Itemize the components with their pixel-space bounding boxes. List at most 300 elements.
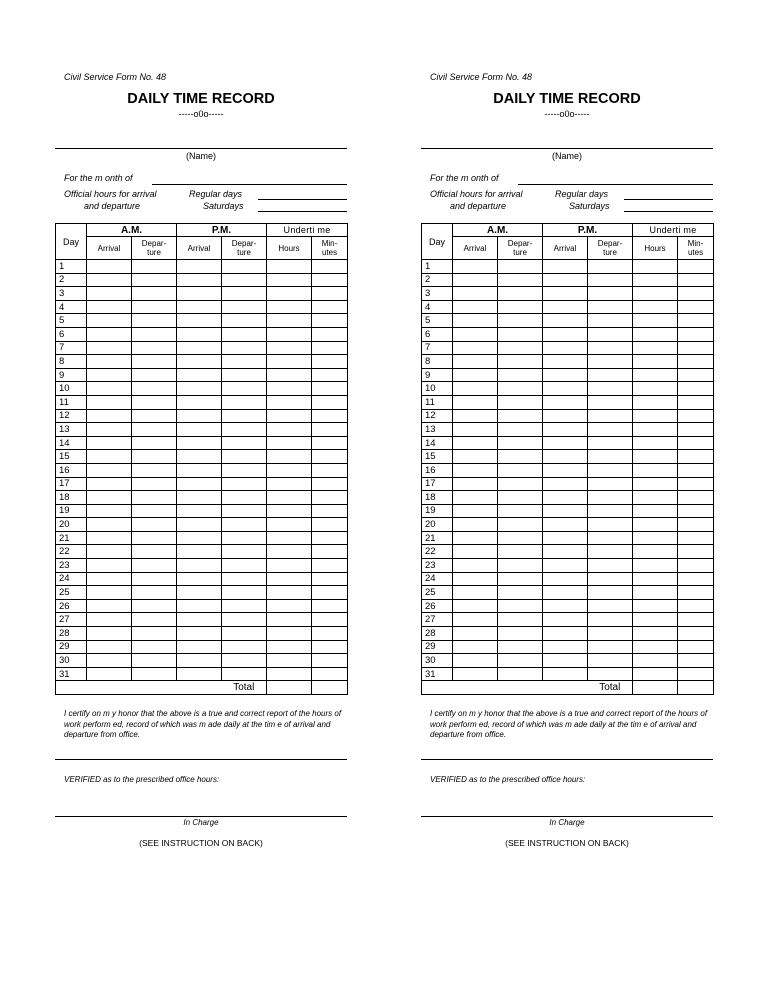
in-charge-signature-line[interactable] [421, 816, 713, 817]
undertime-hours-cell[interactable] [633, 545, 678, 559]
am-departure-cell[interactable] [132, 586, 177, 600]
am-arrival-cell[interactable] [87, 368, 132, 382]
pm-arrival-cell[interactable] [177, 667, 222, 681]
am-departure-cell[interactable] [498, 545, 543, 559]
undertime-hours-cell[interactable] [267, 667, 312, 681]
total-minutes-cell[interactable] [312, 681, 348, 695]
am-departure-cell[interactable] [498, 327, 543, 341]
pm-departure-cell[interactable] [222, 599, 267, 613]
undertime-hours-cell[interactable] [633, 654, 678, 668]
am-arrival-cell[interactable] [453, 654, 498, 668]
undertime-hours-cell[interactable] [267, 287, 312, 301]
am-departure-cell[interactable] [498, 491, 543, 505]
undertime-minutes-cell[interactable] [312, 545, 348, 559]
undertime-hours-cell[interactable] [633, 572, 678, 586]
pm-departure-cell[interactable] [222, 572, 267, 586]
undertime-minutes-cell[interactable] [678, 382, 714, 396]
pm-departure-cell[interactable] [222, 423, 267, 437]
undertime-minutes-cell[interactable] [312, 436, 348, 450]
pm-arrival-cell[interactable] [177, 436, 222, 450]
undertime-hours-cell[interactable] [633, 341, 678, 355]
employee-signature-line[interactable] [55, 759, 347, 760]
am-departure-cell[interactable] [498, 504, 543, 518]
pm-arrival-cell[interactable] [543, 287, 588, 301]
am-departure-cell[interactable] [498, 640, 543, 654]
undertime-hours-cell[interactable] [633, 300, 678, 314]
pm-departure-cell[interactable] [588, 586, 633, 600]
undertime-minutes-cell[interactable] [678, 667, 714, 681]
undertime-minutes-cell[interactable] [678, 599, 714, 613]
am-arrival-cell[interactable] [87, 463, 132, 477]
undertime-minutes-cell[interactable] [312, 599, 348, 613]
pm-arrival-cell[interactable] [543, 477, 588, 491]
undertime-minutes-cell[interactable] [312, 300, 348, 314]
undertime-hours-cell[interactable] [633, 504, 678, 518]
am-arrival-cell[interactable] [87, 260, 132, 274]
pm-departure-cell[interactable] [222, 450, 267, 464]
am-departure-cell[interactable] [132, 627, 177, 641]
am-departure-cell[interactable] [132, 654, 177, 668]
am-departure-cell[interactable] [132, 260, 177, 274]
pm-arrival-cell[interactable] [177, 545, 222, 559]
am-arrival-cell[interactable] [453, 599, 498, 613]
am-departure-cell[interactable] [132, 572, 177, 586]
pm-departure-cell[interactable] [588, 504, 633, 518]
am-departure-cell[interactable] [132, 531, 177, 545]
pm-arrival-cell[interactable] [177, 559, 222, 573]
month-field[interactable] [518, 184, 713, 185]
undertime-hours-cell[interactable] [633, 273, 678, 287]
pm-departure-cell[interactable] [588, 599, 633, 613]
am-departure-cell[interactable] [132, 640, 177, 654]
pm-departure-cell[interactable] [588, 667, 633, 681]
pm-departure-cell[interactable] [588, 368, 633, 382]
pm-arrival-cell[interactable] [543, 572, 588, 586]
pm-departure-cell[interactable] [588, 273, 633, 287]
undertime-hours-cell[interactable] [633, 559, 678, 573]
undertime-hours-cell[interactable] [267, 518, 312, 532]
am-departure-cell[interactable] [498, 409, 543, 423]
undertime-minutes-cell[interactable] [312, 518, 348, 532]
pm-arrival-cell[interactable] [177, 463, 222, 477]
undertime-hours-cell[interactable] [633, 368, 678, 382]
undertime-hours-cell[interactable] [267, 368, 312, 382]
am-departure-cell[interactable] [132, 395, 177, 409]
regular-days-field[interactable] [624, 199, 713, 200]
am-departure-cell[interactable] [132, 518, 177, 532]
undertime-hours-cell[interactable] [267, 260, 312, 274]
pm-arrival-cell[interactable] [177, 287, 222, 301]
undertime-hours-cell[interactable] [267, 572, 312, 586]
am-arrival-cell[interactable] [453, 273, 498, 287]
am-departure-cell[interactable] [132, 327, 177, 341]
pm-arrival-cell[interactable] [177, 491, 222, 505]
am-departure-cell[interactable] [498, 436, 543, 450]
pm-arrival-cell[interactable] [177, 586, 222, 600]
pm-arrival-cell[interactable] [177, 640, 222, 654]
undertime-minutes-cell[interactable] [312, 355, 348, 369]
pm-arrival-cell[interactable] [543, 300, 588, 314]
pm-arrival-cell[interactable] [543, 559, 588, 573]
pm-arrival-cell[interactable] [543, 518, 588, 532]
am-arrival-cell[interactable] [453, 627, 498, 641]
am-departure-cell[interactable] [132, 300, 177, 314]
undertime-minutes-cell[interactable] [678, 504, 714, 518]
undertime-minutes-cell[interactable] [678, 327, 714, 341]
pm-arrival-cell[interactable] [543, 273, 588, 287]
pm-arrival-cell[interactable] [177, 477, 222, 491]
am-departure-cell[interactable] [498, 477, 543, 491]
am-arrival-cell[interactable] [87, 654, 132, 668]
am-departure-cell[interactable] [132, 491, 177, 505]
pm-departure-cell[interactable] [588, 491, 633, 505]
undertime-minutes-cell[interactable] [678, 300, 714, 314]
am-arrival-cell[interactable] [87, 531, 132, 545]
undertime-hours-cell[interactable] [633, 355, 678, 369]
pm-arrival-cell[interactable] [543, 423, 588, 437]
undertime-hours-cell[interactable] [267, 382, 312, 396]
pm-arrival-cell[interactable] [543, 667, 588, 681]
am-departure-cell[interactable] [498, 423, 543, 437]
pm-arrival-cell[interactable] [543, 409, 588, 423]
am-arrival-cell[interactable] [453, 341, 498, 355]
am-departure-cell[interactable] [498, 627, 543, 641]
am-arrival-cell[interactable] [87, 545, 132, 559]
undertime-hours-cell[interactable] [267, 545, 312, 559]
pm-arrival-cell[interactable] [177, 355, 222, 369]
pm-arrival-cell[interactable] [177, 613, 222, 627]
am-arrival-cell[interactable] [453, 572, 498, 586]
undertime-hours-cell[interactable] [633, 327, 678, 341]
undertime-hours-cell[interactable] [267, 586, 312, 600]
am-arrival-cell[interactable] [87, 436, 132, 450]
am-arrival-cell[interactable] [87, 586, 132, 600]
pm-departure-cell[interactable] [588, 436, 633, 450]
undertime-hours-cell[interactable] [633, 463, 678, 477]
undertime-hours-cell[interactable] [267, 640, 312, 654]
am-arrival-cell[interactable] [87, 518, 132, 532]
pm-arrival-cell[interactable] [177, 368, 222, 382]
am-arrival-cell[interactable] [453, 613, 498, 627]
pm-departure-cell[interactable] [588, 559, 633, 573]
undertime-hours-cell[interactable] [633, 640, 678, 654]
pm-arrival-cell[interactable] [177, 327, 222, 341]
undertime-hours-cell[interactable] [267, 300, 312, 314]
pm-departure-cell[interactable] [222, 545, 267, 559]
am-departure-cell[interactable] [498, 314, 543, 328]
undertime-minutes-cell[interactable] [312, 477, 348, 491]
undertime-hours-cell[interactable] [267, 423, 312, 437]
pm-arrival-cell[interactable] [543, 436, 588, 450]
am-departure-cell[interactable] [132, 613, 177, 627]
pm-arrival-cell[interactable] [177, 450, 222, 464]
undertime-minutes-cell[interactable] [312, 382, 348, 396]
pm-departure-cell[interactable] [588, 423, 633, 437]
undertime-hours-cell[interactable] [633, 423, 678, 437]
am-arrival-cell[interactable] [453, 491, 498, 505]
undertime-minutes-cell[interactable] [678, 545, 714, 559]
undertime-minutes-cell[interactable] [678, 368, 714, 382]
month-field[interactable] [152, 184, 347, 185]
undertime-hours-cell[interactable] [267, 627, 312, 641]
pm-departure-cell[interactable] [222, 586, 267, 600]
am-arrival-cell[interactable] [87, 341, 132, 355]
am-arrival-cell[interactable] [453, 287, 498, 301]
undertime-hours-cell[interactable] [633, 395, 678, 409]
undertime-minutes-cell[interactable] [312, 273, 348, 287]
am-arrival-cell[interactable] [453, 463, 498, 477]
am-arrival-cell[interactable] [453, 559, 498, 573]
am-arrival-cell[interactable] [87, 599, 132, 613]
undertime-hours-cell[interactable] [633, 518, 678, 532]
undertime-minutes-cell[interactable] [312, 531, 348, 545]
undertime-hours-cell[interactable] [633, 531, 678, 545]
undertime-hours-cell[interactable] [267, 409, 312, 423]
pm-arrival-cell[interactable] [543, 382, 588, 396]
pm-arrival-cell[interactable] [543, 327, 588, 341]
pm-departure-cell[interactable] [588, 355, 633, 369]
am-departure-cell[interactable] [132, 436, 177, 450]
am-arrival-cell[interactable] [453, 395, 498, 409]
pm-arrival-cell[interactable] [177, 314, 222, 328]
undertime-minutes-cell[interactable] [678, 450, 714, 464]
undertime-minutes-cell[interactable] [312, 463, 348, 477]
undertime-hours-cell[interactable] [267, 504, 312, 518]
undertime-minutes-cell[interactable] [312, 654, 348, 668]
pm-departure-cell[interactable] [222, 613, 267, 627]
pm-arrival-cell[interactable] [543, 531, 588, 545]
undertime-hours-cell[interactable] [633, 409, 678, 423]
am-arrival-cell[interactable] [453, 640, 498, 654]
undertime-hours-cell[interactable] [267, 654, 312, 668]
name-signature-line[interactable] [55, 148, 347, 149]
pm-departure-cell[interactable] [222, 518, 267, 532]
undertime-minutes-cell[interactable] [312, 395, 348, 409]
am-arrival-cell[interactable] [87, 491, 132, 505]
pm-arrival-cell[interactable] [543, 463, 588, 477]
am-arrival-cell[interactable] [87, 477, 132, 491]
am-departure-cell[interactable] [132, 667, 177, 681]
pm-departure-cell[interactable] [222, 463, 267, 477]
pm-arrival-cell[interactable] [177, 341, 222, 355]
am-departure-cell[interactable] [132, 450, 177, 464]
pm-departure-cell[interactable] [588, 287, 633, 301]
am-arrival-cell[interactable] [87, 627, 132, 641]
undertime-minutes-cell[interactable] [312, 667, 348, 681]
am-arrival-cell[interactable] [87, 287, 132, 301]
am-departure-cell[interactable] [498, 287, 543, 301]
undertime-minutes-cell[interactable] [678, 518, 714, 532]
pm-departure-cell[interactable] [588, 409, 633, 423]
am-departure-cell[interactable] [498, 395, 543, 409]
undertime-minutes-cell[interactable] [678, 654, 714, 668]
am-arrival-cell[interactable] [453, 436, 498, 450]
undertime-hours-cell[interactable] [267, 327, 312, 341]
pm-arrival-cell[interactable] [177, 654, 222, 668]
am-departure-cell[interactable] [132, 463, 177, 477]
am-arrival-cell[interactable] [453, 586, 498, 600]
pm-departure-cell[interactable] [222, 491, 267, 505]
pm-departure-cell[interactable] [222, 640, 267, 654]
am-departure-cell[interactable] [498, 273, 543, 287]
am-arrival-cell[interactable] [87, 314, 132, 328]
pm-arrival-cell[interactable] [543, 654, 588, 668]
undertime-minutes-cell[interactable] [678, 491, 714, 505]
pm-departure-cell[interactable] [222, 341, 267, 355]
pm-departure-cell[interactable] [588, 260, 633, 274]
in-charge-signature-line[interactable] [55, 816, 347, 817]
undertime-minutes-cell[interactable] [678, 423, 714, 437]
pm-arrival-cell[interactable] [177, 518, 222, 532]
am-arrival-cell[interactable] [87, 450, 132, 464]
undertime-minutes-cell[interactable] [678, 341, 714, 355]
undertime-hours-cell[interactable] [267, 436, 312, 450]
undertime-hours-cell[interactable] [267, 463, 312, 477]
am-departure-cell[interactable] [498, 260, 543, 274]
am-arrival-cell[interactable] [453, 409, 498, 423]
am-arrival-cell[interactable] [453, 423, 498, 437]
pm-arrival-cell[interactable] [543, 368, 588, 382]
am-departure-cell[interactable] [498, 599, 543, 613]
total-minutes-cell[interactable] [678, 681, 714, 695]
am-arrival-cell[interactable] [453, 260, 498, 274]
undertime-hours-cell[interactable] [633, 260, 678, 274]
pm-departure-cell[interactable] [588, 572, 633, 586]
am-departure-cell[interactable] [132, 423, 177, 437]
am-departure-cell[interactable] [498, 667, 543, 681]
undertime-hours-cell[interactable] [633, 667, 678, 681]
am-arrival-cell[interactable] [453, 382, 498, 396]
pm-arrival-cell[interactable] [543, 613, 588, 627]
pm-arrival-cell[interactable] [543, 640, 588, 654]
pm-departure-cell[interactable] [222, 395, 267, 409]
undertime-minutes-cell[interactable] [312, 327, 348, 341]
saturdays-field[interactable] [258, 211, 347, 212]
pm-arrival-cell[interactable] [177, 300, 222, 314]
undertime-minutes-cell[interactable] [678, 477, 714, 491]
undertime-minutes-cell[interactable] [312, 423, 348, 437]
undertime-hours-cell[interactable] [633, 599, 678, 613]
undertime-hours-cell[interactable] [633, 586, 678, 600]
pm-departure-cell[interactable] [222, 314, 267, 328]
pm-departure-cell[interactable] [222, 559, 267, 573]
pm-departure-cell[interactable] [588, 450, 633, 464]
am-arrival-cell[interactable] [453, 327, 498, 341]
am-departure-cell[interactable] [498, 531, 543, 545]
undertime-minutes-cell[interactable] [312, 341, 348, 355]
am-departure-cell[interactable] [132, 504, 177, 518]
undertime-hours-cell[interactable] [633, 382, 678, 396]
undertime-hours-cell[interactable] [267, 491, 312, 505]
am-arrival-cell[interactable] [87, 273, 132, 287]
pm-arrival-cell[interactable] [543, 260, 588, 274]
pm-departure-cell[interactable] [222, 504, 267, 518]
undertime-hours-cell[interactable] [633, 287, 678, 301]
undertime-minutes-cell[interactable] [678, 586, 714, 600]
pm-departure-cell[interactable] [588, 341, 633, 355]
undertime-hours-cell[interactable] [267, 450, 312, 464]
undertime-minutes-cell[interactable] [312, 613, 348, 627]
pm-arrival-cell[interactable] [543, 586, 588, 600]
pm-departure-cell[interactable] [588, 654, 633, 668]
undertime-hours-cell[interactable] [267, 341, 312, 355]
am-arrival-cell[interactable] [87, 300, 132, 314]
undertime-minutes-cell[interactable] [678, 531, 714, 545]
pm-arrival-cell[interactable] [177, 504, 222, 518]
total-hours-cell[interactable] [633, 681, 678, 695]
undertime-minutes-cell[interactable] [678, 436, 714, 450]
employee-signature-line[interactable] [421, 759, 713, 760]
am-arrival-cell[interactable] [87, 504, 132, 518]
undertime-minutes-cell[interactable] [312, 260, 348, 274]
undertime-minutes-cell[interactable] [678, 314, 714, 328]
pm-arrival-cell[interactable] [177, 627, 222, 641]
am-departure-cell[interactable] [132, 287, 177, 301]
am-departure-cell[interactable] [498, 463, 543, 477]
am-arrival-cell[interactable] [453, 518, 498, 532]
undertime-minutes-cell[interactable] [312, 586, 348, 600]
pm-departure-cell[interactable] [588, 395, 633, 409]
undertime-hours-cell[interactable] [267, 599, 312, 613]
pm-arrival-cell[interactable] [177, 409, 222, 423]
pm-arrival-cell[interactable] [177, 395, 222, 409]
undertime-minutes-cell[interactable] [678, 409, 714, 423]
undertime-minutes-cell[interactable] [312, 504, 348, 518]
pm-departure-cell[interactable] [588, 627, 633, 641]
am-departure-cell[interactable] [132, 477, 177, 491]
pm-arrival-cell[interactable] [177, 273, 222, 287]
undertime-minutes-cell[interactable] [312, 572, 348, 586]
am-arrival-cell[interactable] [453, 314, 498, 328]
am-departure-cell[interactable] [132, 314, 177, 328]
pm-departure-cell[interactable] [222, 654, 267, 668]
pm-departure-cell[interactable] [222, 477, 267, 491]
pm-arrival-cell[interactable] [543, 341, 588, 355]
am-arrival-cell[interactable] [453, 477, 498, 491]
pm-departure-cell[interactable] [588, 314, 633, 328]
undertime-minutes-cell[interactable] [678, 627, 714, 641]
am-arrival-cell[interactable] [87, 640, 132, 654]
am-arrival-cell[interactable] [453, 355, 498, 369]
am-arrival-cell[interactable] [453, 545, 498, 559]
am-departure-cell[interactable] [498, 300, 543, 314]
am-arrival-cell[interactable] [87, 559, 132, 573]
pm-arrival-cell[interactable] [177, 599, 222, 613]
pm-departure-cell[interactable] [222, 273, 267, 287]
undertime-minutes-cell[interactable] [312, 409, 348, 423]
undertime-minutes-cell[interactable] [312, 314, 348, 328]
pm-departure-cell[interactable] [222, 368, 267, 382]
pm-arrival-cell[interactable] [177, 531, 222, 545]
am-departure-cell[interactable] [132, 559, 177, 573]
am-departure-cell[interactable] [132, 382, 177, 396]
am-departure-cell[interactable] [498, 586, 543, 600]
am-arrival-cell[interactable] [87, 355, 132, 369]
am-departure-cell[interactable] [498, 355, 543, 369]
am-arrival-cell[interactable] [453, 667, 498, 681]
pm-departure-cell[interactable] [588, 518, 633, 532]
am-departure-cell[interactable] [132, 599, 177, 613]
pm-departure-cell[interactable] [588, 531, 633, 545]
undertime-minutes-cell[interactable] [678, 640, 714, 654]
pm-departure-cell[interactable] [222, 436, 267, 450]
undertime-minutes-cell[interactable] [312, 640, 348, 654]
undertime-minutes-cell[interactable] [312, 368, 348, 382]
pm-departure-cell[interactable] [588, 327, 633, 341]
pm-departure-cell[interactable] [588, 477, 633, 491]
undertime-minutes-cell[interactable] [678, 273, 714, 287]
undertime-minutes-cell[interactable] [678, 613, 714, 627]
